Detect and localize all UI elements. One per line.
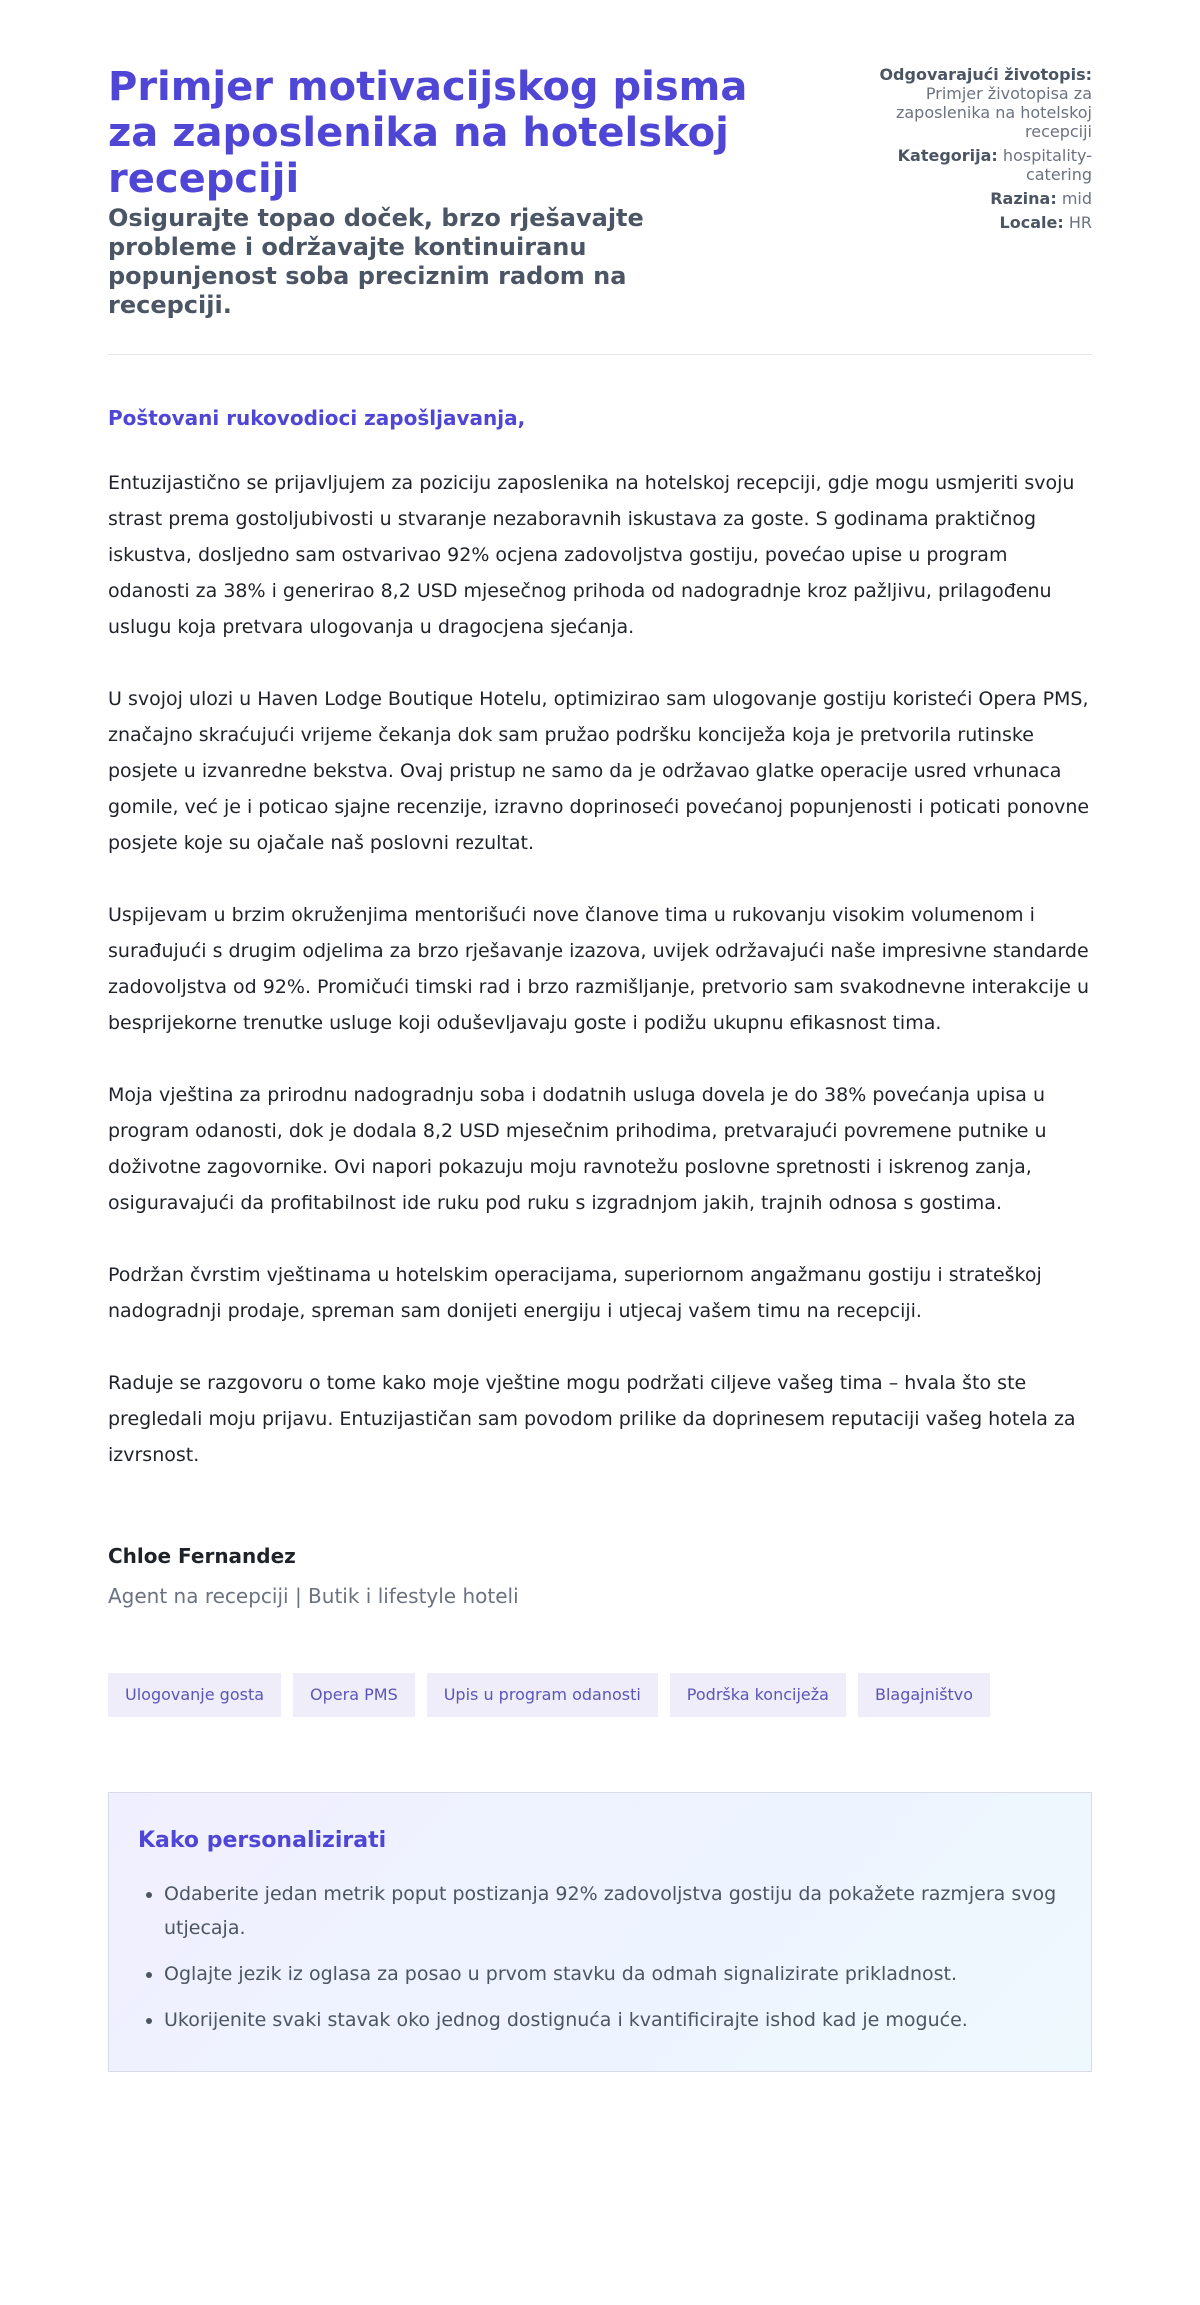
meta-locale-key: Locale: <box>999 213 1064 232</box>
letter-paragraph: U svojoj ulozi u Haven Lodge Boutique Hotelu, optimizirao sam ulogovanje gostiju koristeći Opera PMS, značajno skraćujući vrijeme čekanja dok sam pružao podršku konciježa koja je pretvorila rutinske posjete u izvanredne bekstva. Ovaj pristup ne samo da je održavao glatke operacije usred vrhunaca gomile, već je i poticao sjajne recenzije, izravno doprinoseći povećanoj popunjenosti i poticati ponovne posjete koje su ojačale naš poslovni rezultat. <box>108 688 1090 854</box>
tip-item: • Ukorijenite svaki stavak oko jednog dostignuća i kvantificirajte ishod kad je moguće. <box>164 2003 1062 2037</box>
page-title: Primjer motivacijskog pisma za zaposlenika na hotelskoj recepciji <box>108 64 748 202</box>
letter-paragraph: Podržan čvrstim vještinama u hotelskim operacijama, superiornom angažmanu gostiju i strateškoj nadogradnji prodaje, spreman sam donijeti energiju i utjecaj vašem timu na recepciji. <box>108 1264 1042 1322</box>
signature-name: Chloe Fernandez <box>108 1544 296 1568</box>
page-subtitle: Osigurajte topao doček, brzo rješavajte probleme i održavajte kontinuiranu popunjenost soba preciznim radom na recepciji. <box>108 204 644 319</box>
letter-body <box>108 355 1092 2072</box>
letter-paragraph: Entuzijastično se prijavljujem za poziciju zaposlenika na hotelskoj recepciji, gdje mogu usmjeriti svoju strast prema gostoljubivosti u stvaranje nezaboravnih iskustava za goste. S godinama praktičnog iskustva, dosljedno sam ostvarivao 92% ocjena zadovoljstva gostiju, povećao upise u program odanosti za 38% i generirao 8,2 USD mjesečnog prihoda od nadogradnje kroz pažljivu, prilagođenu uslugu koja pretvara ulogovanja u dragocjena sjećanja. <box>108 472 1075 638</box>
letter-paragraph: Raduje se razgovoru o tome kako moje vještine mogu podržati ciljeve vašeg tima – hvala što ste pregledali moju prijavu. Entuzijastičan sam povodom prilike da doprinesem reputaciji vašeg hotela za izvrsnost. <box>108 1372 1076 1466</box>
letter-greeting: Poštovani rukovodioci zapošljavanja, <box>108 406 526 430</box>
tip-item: • Oglajte jezik iz oglasa za posao u prvom stavku da odmah signalizirate prikladnost. <box>164 1957 1062 1991</box>
meta-level-key: Razina: <box>990 189 1057 208</box>
skill-tag: Upis u program odanosti <box>427 1673 658 1717</box>
meta-resume <box>852 65 1092 141</box>
skill-tag: Podrška konciježa <box>670 1673 846 1717</box>
meta-resume-value[interactable]: Primjer životopisa za zaposlenika na hotelskoj recepciji <box>895 84 1092 141</box>
meta-category-key: Kategorija: <box>897 146 998 165</box>
signature-block <box>108 1543 1092 1609</box>
cover-letter-page <box>108 0 1092 2072</box>
meta-level <box>852 189 1092 208</box>
meta-resume-key: Odgovarajući životopis: <box>879 65 1092 84</box>
page-header <box>108 64 1092 355</box>
signature-role: Agent na recepciji | Butik i lifestyle hoteli <box>108 1584 519 1608</box>
meta-level-value: mid <box>1061 189 1092 208</box>
skill-tag: Blagajništvo <box>858 1673 990 1717</box>
letter-paragraph: Uspijevam u brzim okruženjima mentorišući nove članove tima u rukovanju visokim volumenom i surađujući s drugim odjelima za brzo rješavanje izazova, uvijek održavajući naše impresivne standarde zadovoljstva od 92%. Promičući timski rad i brzo razmišljanje, pretvorio sam svakodnevne interakcije u besprijekorne trenutke usluge koji oduševljavaju goste i podižu ukupnu efikasnost tima. <box>108 904 1090 1034</box>
meta-locale <box>852 213 1092 232</box>
meta-category <box>852 146 1092 184</box>
tip-item: • Odaberite jedan metrik poput postizanja 92% zadovoljstva gostiju da pokažete razmjera svog utjecaja. <box>164 1877 1062 1945</box>
letter-paragraph: Moja vještina za prirodnu nadogradnju soba i dodatnih usluga dovela je do 38% povećanja upisa u program odanosti, dok je dodala 8,2 USD mjesečnim prihodima, pretvarajući povremene putnike u doživotne zagovornike. Ovi napori pokazuju moju ravnotežu poslovne spretnosti i iskrenog zanja, osiguravajući da profitabilnost ide ruku pod ruku s izgradnjom jakih, trajnih odnosa s gostima. <box>108 1084 1047 1214</box>
meta-locale-value: HR <box>1068 213 1092 232</box>
meta-panel <box>852 65 1092 237</box>
skill-tag: Ulogovanje gosta <box>108 1673 281 1717</box>
header-titles <box>108 64 758 320</box>
skill-tag: Opera PMS <box>293 1673 415 1717</box>
tips-list <box>138 1877 1062 2037</box>
skill-tags <box>108 1673 1092 1717</box>
personalization-tips <box>108 1792 1092 2072</box>
meta-category-value: hospitality-catering <box>1002 146 1092 184</box>
tips-title: Kako personalizirati <box>138 1828 387 1853</box>
